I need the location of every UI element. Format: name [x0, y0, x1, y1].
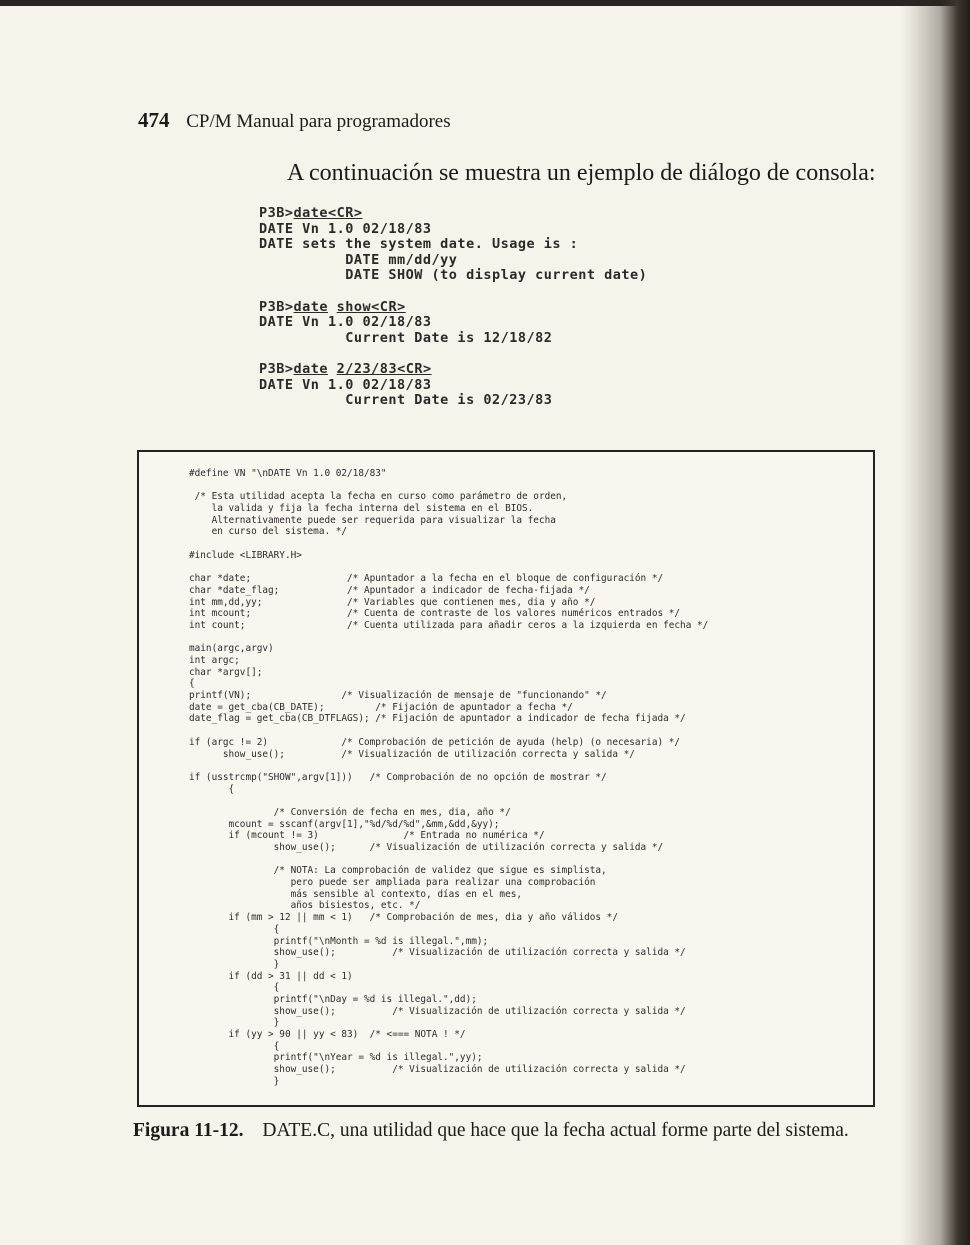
code-line: int mcount; /* Cuenta de contraste de los valores numéricos entrados */	[189, 608, 681, 620]
code-line: }	[189, 1017, 280, 1029]
code-line	[189, 854, 708, 866]
console-line	[259, 222, 647, 238]
code-line: show_use(); /* Visualización de utilización correcta y salida */	[189, 748, 635, 760]
figure-code-box	[137, 450, 875, 1107]
console-text: P3B>	[259, 298, 294, 315]
code-line: show_use(); /* Visualización de utilización correcta y salida */	[189, 1005, 686, 1017]
code-line: printf(VN); /* Visualización de mensaje de "funcionando" */	[189, 690, 607, 702]
code-line: pero puede ser ampliada para realizar una comprobación	[189, 877, 596, 889]
code-line: date = get_cba(CB_DATE); /* Fijación de apuntador a fecha */	[189, 701, 573, 713]
code-line: /* Esta utilidad acepta la fecha en curso como parámetro de orden,	[189, 491, 568, 503]
code-line: char *date_flag; /* Apuntador a indicador de fecha-fijada */	[189, 584, 590, 596]
console-line	[259, 331, 647, 347]
code-line: {	[189, 923, 280, 935]
code-line: {	[189, 783, 235, 795]
code-line: printf("\nYear = %d is illegal.",yy);	[189, 1052, 483, 1064]
code-line	[189, 538, 708, 550]
code-line: if (usstrcmp("SHOW",argv[1])) /* Comprobación de no opción de mostrar */	[189, 771, 607, 783]
book-spine-shadow	[900, 0, 970, 1245]
code-line	[189, 562, 708, 574]
console-line	[259, 253, 647, 269]
code-line: printf("\nMonth = %d is illegal.",mm);	[189, 935, 489, 947]
console-text: P3B>	[259, 205, 294, 221]
console-text	[328, 299, 337, 315]
page-number: 474	[138, 108, 170, 132]
console-text: Current Date is 02/23/83	[259, 392, 553, 408]
console-line	[259, 237, 647, 253]
console-text: P3B>	[259, 361, 294, 377]
console-line	[259, 300, 647, 316]
code-line: int mm,dd,yy; /* Variables que contienen mes, dia y año */	[189, 596, 596, 608]
code-line: show_use(); /* Visualización de utilización correcta y salida */	[189, 1064, 686, 1076]
figure-caption	[133, 1120, 849, 1142]
code-line: show_use(); /* Visualización de utilización correcta y salida */	[189, 947, 686, 959]
typed-command: date<CR>	[293, 205, 363, 221]
console-line	[259, 378, 647, 394]
code-line: if (yy > 90 || yy < 83) /* <=== NOTA ! */	[189, 1029, 466, 1040]
code-line: Alternativamente puede ser requerida para visualizar la fecha	[189, 514, 556, 526]
code-line: main(argc,argv)	[189, 643, 274, 655]
code-line	[189, 480, 708, 492]
console-text: DATE Vn 1.0 02/18/83	[259, 220, 432, 237]
code-line: }	[189, 958, 280, 970]
code-line: {	[189, 678, 195, 690]
code-line: #define VN "\nDATE Vn 1.0 02/18/83"	[189, 468, 387, 479]
console-line	[259, 206, 647, 222]
code-line	[189, 760, 708, 772]
code-line: if (dd > 31 || dd < 1)	[189, 970, 353, 982]
typed-command: date	[293, 361, 329, 377]
code-line: if (mm > 12 || mm < 1) /* Comprobación de mes, dia y año válidos */	[189, 912, 618, 924]
console-text: DATE sets the system date. Usage is :	[259, 236, 579, 252]
code-line: }	[189, 1075, 280, 1087]
caption-text: DATE.C, una utilidad que hace que la fecha actual forme parte del sistema.	[262, 1120, 849, 1141]
console-dialog-example	[259, 206, 647, 409]
typed-command: date	[293, 298, 329, 315]
code-line: más sensible al contexto, días en el mes,	[189, 888, 523, 900]
console-text: DATE Vn 1.0 02/18/83	[259, 314, 432, 330]
code-line: años bisiestos, etc. */	[189, 900, 421, 912]
code-line: {	[189, 982, 280, 994]
code-line: int count; /* Cuenta utilizada para añadir ceros a la izquierda en fecha */	[189, 619, 709, 631]
console-line	[259, 346, 647, 362]
code-line: int argc;	[189, 655, 240, 666]
code-listing	[189, 468, 708, 1087]
code-line: mcount = sscanf(argv[1],"%d/%d/%d",&mm,&dd,&yy);	[189, 818, 500, 830]
code-line	[189, 632, 708, 644]
code-line: en curso del sistema. */	[189, 526, 348, 538]
console-text: DATE mm/dd/yy	[259, 251, 458, 268]
console-line	[259, 393, 647, 409]
running-title: CP/M Manual para programadores	[186, 111, 451, 132]
console-line	[259, 284, 647, 300]
code-line: #include <LIBRARY.H>	[189, 549, 302, 561]
code-line: if (argc != 2) /* Comprobación de petición de ayuda (help) (o necesaria) */	[189, 736, 681, 748]
code-line: {	[189, 1040, 280, 1052]
intro-paragraph: A continuación se muestra un ejemplo de diálogo de consola:	[287, 160, 876, 186]
console-text: DATE SHOW (to display current date)	[259, 267, 648, 283]
code-line: show_use(); /* Visualización de utilización correcta y salida */	[189, 842, 664, 853]
code-line	[189, 795, 708, 807]
console-text: DATE Vn 1.0 02/18/83	[259, 376, 432, 393]
page-header	[138, 108, 451, 133]
console-line	[259, 315, 647, 331]
typed-command: 2/23/83<CR>	[336, 361, 432, 377]
code-line: la valida y fija la fecha interna del sistema en el BIOS.	[189, 503, 534, 515]
code-line: /* NOTA: La comprobación de validez que sigue es simplista,	[189, 865, 607, 877]
code-line	[189, 725, 708, 737]
code-line: if (mcount != 3) /* Entrada no numérica */	[189, 830, 545, 842]
code-line: /* Conversión de fecha en mes, dia, año */	[189, 806, 511, 818]
code-line: char *date; /* Apuntador a la fecha en el bloque de configuración */	[189, 573, 664, 585]
code-line: char *argv[];	[189, 666, 263, 678]
console-line	[259, 362, 647, 378]
code-line: date_flag = get_cba(CB_DTFLAGS); /* Fijación de apuntador a indicador de fecha fijada */	[189, 713, 686, 725]
console-text	[328, 361, 337, 377]
console-line	[259, 268, 647, 284]
scan-top-edge	[0, 0, 970, 6]
code-line: printf("\nDay = %d is illegal.",dd);	[189, 993, 477, 1005]
caption-label: Figura 11-12.	[133, 1120, 244, 1141]
typed-command: show<CR>	[336, 298, 406, 315]
console-text: Current Date is 12/18/82	[259, 329, 553, 346]
